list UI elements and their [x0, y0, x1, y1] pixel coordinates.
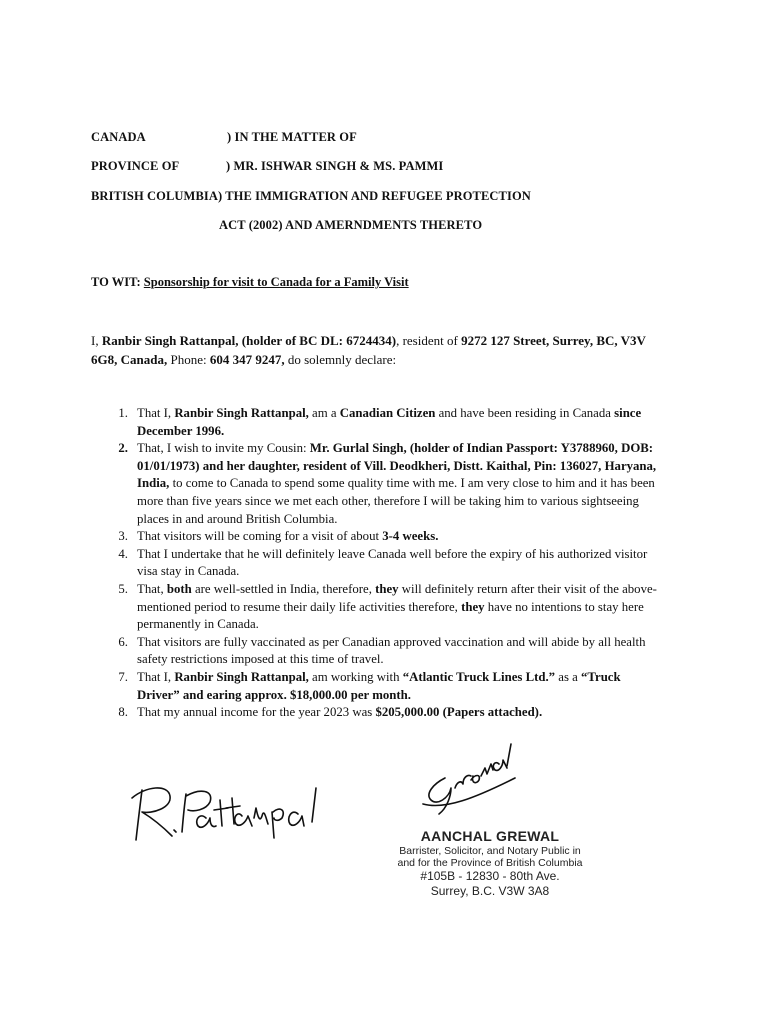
item-number: 8.: [118, 705, 128, 720]
item-bold: Mr. Gurlal Singh, (holder of Indian Passport: Y3788960, DOB: 01/01/1973) and her daughter, resident of Vill. Deodkheri, Distt. Kaithal, Pin: 136027, Haryana, India,: [137, 441, 657, 491]
to-wit-line: [91, 273, 409, 291]
item-text: as a: [555, 669, 582, 684]
item-text: That,: [137, 581, 167, 596]
item-bold: they: [375, 581, 399, 596]
item-text: That I undertake that he will definitely leave Canada well before the expiry of his authorized visitor visa stay in Canada.: [137, 546, 648, 579]
item-bold: they: [461, 599, 485, 614]
notary-title-line2: and for the Province of British Columbia: [397, 857, 583, 869]
item-bold: Ranbir Singh Rattanpal,: [174, 669, 309, 684]
declarant-name: Ranbir Singh Rattanpal, (holder of BC DL: 6724434): [101, 333, 397, 348]
declaration-item: [106, 440, 666, 528]
declaration-item: [106, 669, 666, 704]
header-canada: CANADA: [91, 130, 146, 144]
item-bold: $205,000.00 (Papers attached).: [375, 705, 543, 720]
item-text: That I,: [137, 406, 175, 420]
notary-title-line1: Barrister, Solicitor, and Notary Public in: [399, 845, 581, 857]
notary-address-line1: #105B - 12830 - 80th Ave.: [420, 869, 560, 883]
item-bold: Canadian Citizen: [339, 406, 436, 420]
declaration-item: [106, 704, 666, 722]
item-text: will definitely return after their visit of the above-mentioned period to resume their daily life activities therefore,: [137, 581, 657, 614]
item-text: and have been residing in Canada: [435, 406, 615, 420]
item-number: 4.: [118, 546, 128, 561]
header-applicants: ) MR. ISHWAR SINGH & MS. PAMMI: [226, 159, 444, 173]
item-bold: “Atlantic Truck Lines Ltd.”: [402, 669, 556, 684]
item-number: 6.: [118, 634, 128, 649]
item-text: to come to Canada to spend some quality time with me. I am very close to him and it has been more than five years since we met each other, therefore I will be taking him to various sightseeing places in and around British Columbia.: [137, 476, 655, 526]
item-number: 1.: [118, 406, 128, 420]
notary-name: AANCHAL GREWAL: [420, 828, 560, 844]
item-number: 7.: [118, 669, 128, 684]
item-bold: both: [166, 581, 192, 596]
item-text: That visitors will be coming for a visit of about: [137, 529, 383, 544]
item-bold: since December 1996.: [137, 406, 642, 438]
item-number: 2.: [118, 441, 128, 456]
item-text: am a: [308, 406, 340, 420]
item-text: am working with: [308, 669, 403, 684]
notary-stamp: [370, 827, 610, 899]
intro-text: do solemnly declare:: [284, 352, 397, 367]
header-in-the-matter-of: ) IN THE MATTER OF: [227, 130, 357, 144]
item-text: and earing approx. $18,000.00 per month.: [179, 687, 411, 702]
item-bold: Ranbir Singh Rattanpal,: [174, 406, 309, 420]
to-wit-label: TO WIT:: [91, 275, 141, 289]
item-bold: “Truck Driver”: [137, 669, 621, 702]
notary-signature: [415, 738, 525, 818]
declaration-item: [106, 528, 666, 546]
declaration-list: [106, 405, 666, 722]
notary-address-line2: Surrey, B.C. V3W 3A8: [430, 884, 550, 898]
to-wit-subject: Sponsorship for visit to Canada for a Family Visit: [143, 275, 409, 289]
declaration-item: [106, 405, 666, 440]
item-number: 5.: [118, 581, 128, 596]
intro-text: , resident of: [396, 333, 462, 348]
declarant-address: 9272 127 Street, Surrey, BC, V3V 6G8, Canada,: [91, 333, 646, 367]
declarant-phone: 604 347 9247,: [209, 352, 285, 367]
declaration-item: [106, 546, 666, 581]
item-bold: 3-4 weeks.: [382, 529, 439, 544]
header-province-of: PROVINCE OF: [91, 159, 180, 173]
intro-paragraph: [91, 331, 671, 369]
declarant-signature: [128, 778, 328, 848]
item-text: have no intentions to stay here permanently in Canada.: [137, 599, 644, 632]
item-number: 3.: [118, 529, 128, 544]
item-text: That I,: [137, 669, 175, 684]
header-act-amendments: ACT (2002) AND AMERNDMENTS THERETO: [219, 218, 483, 232]
item-text: That visitors are fully vaccinated as per Canadian approved vaccination and will abide by all health safety restrictions imposed at this time of travel.: [137, 634, 646, 667]
declaration-item: [106, 581, 666, 634]
intro-text: Phone:: [167, 352, 210, 367]
item-text: are well-settled in India, therefore,: [191, 581, 376, 596]
intro-text: I,: [91, 333, 102, 348]
declaration-item: [106, 634, 666, 669]
header-british-columbia-act: BRITISH COLUMBIA) THE IMMIGRATION AND REFUGEE PROTECTION: [91, 189, 531, 203]
item-text: That my annual income for the year 2023 was: [137, 705, 376, 720]
item-text: That, I wish to invite my Cousin:: [137, 441, 310, 456]
